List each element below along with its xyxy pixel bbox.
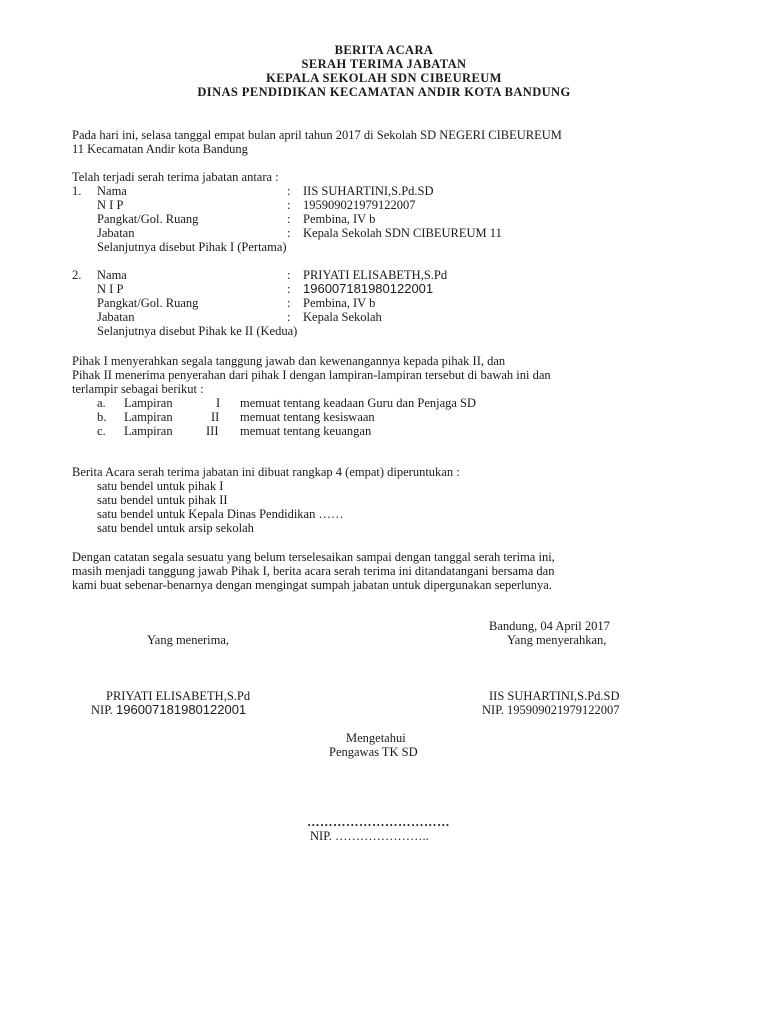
party2-number: 2. <box>72 268 82 282</box>
copies-intro: Berita Acara serah terima jabatan ini dibuat rangkap 4 (empat) diperuntukan : <box>72 465 460 479</box>
party2-name: PRIYATI ELISABETH,S.Pd <box>303 268 448 282</box>
doc-title-line2: SERAH TERIMA JABATAN <box>301 57 467 71</box>
party1-name: IIS SUHARTINI,S.Pd.SD <box>303 184 434 198</box>
giver-nip: NIP. 195909021979122007 <box>482 703 620 717</box>
supervisor-nip: NIP. ………………….. <box>310 829 429 843</box>
party1-nip-label: N I P <box>97 198 124 212</box>
party2-rank-label: Pangkat/Gol. Ruang <box>97 296 199 310</box>
party1-position-label: Jabatan <box>97 226 135 240</box>
party1-position: Kepala Sekolah SDN CIBEUREUM 11 <box>303 226 502 240</box>
handover-line2: Pihak II menerima penyerahan dari pihak I dengan lampiran-lampiran tersebut di bawah ini dan <box>72 368 551 382</box>
attachment-letter: b. <box>97 410 107 424</box>
intro-line1: Pada hari ini, selasa tanggal empat bulan april tahun 2017 di Sekolah SD NEGERI CIBEUREUM <box>72 128 562 142</box>
party2-nip: 196007181980122001 <box>303 281 434 296</box>
party2-name-label: Nama <box>97 268 127 282</box>
closing-line1: Dengan catatan segala sesuatu yang belum terselesaikan sampai dengan tanggal serah terima ini, <box>72 550 555 564</box>
attachment-letter: a. <box>97 396 106 410</box>
receiver-name: PRIYATI ELISABETH,S.Pd <box>106 689 251 703</box>
copy-item: satu bendel untuk pihak II <box>97 493 228 507</box>
party2-position-label: Jabatan <box>97 310 135 324</box>
doc-title-line4: DINAS PENDIDIKAN KECAMATAN ANDIR KOTA BANDUNG <box>197 85 571 99</box>
closing-line2: masih menjadi tanggung jawab Pihak I, berita acara serah terima ini ditandatangani bersama dan <box>72 564 555 578</box>
attachment-desc: memuat tentang kesiswaan <box>240 410 375 424</box>
party2-desc: Selanjutnya disebut Pihak ke II (Kedua) <box>97 324 298 338</box>
party2-position: Kepala Sekolah <box>303 310 382 324</box>
party2-rank-colon: : <box>287 296 291 310</box>
copy-item: satu bendel untuk arsip sekolah <box>97 521 254 535</box>
party1-rank-label: Pangkat/Gol. Ruang <box>97 212 199 226</box>
doc-title-line3: KEPALA SEKOLAH SDN CIBEUREUM <box>266 71 502 85</box>
attachment-roman: II <box>211 410 220 424</box>
attachment-roman: I <box>216 396 221 410</box>
party1-position-colon: : <box>287 226 291 240</box>
receiver-nip-label: NIP. <box>91 703 113 717</box>
attachment-letter: c. <box>97 424 106 438</box>
party2-position-colon: : <box>287 310 291 324</box>
party2-name-colon: : <box>287 268 291 282</box>
receiver-nip: 196007181980122001 <box>116 702 247 717</box>
place-date: Bandung, 04 April 2017 <box>489 619 610 633</box>
attachment-desc: memuat tentang keuangan <box>240 424 372 438</box>
doc-title-line1: BERITA ACARA <box>334 43 434 57</box>
handover-line1: Pihak I menyerahkan segala tanggung jawab dan kewenangannya kepada pihak II, dan <box>72 354 506 368</box>
acknowledge-label: Mengetahui <box>346 731 406 745</box>
handover-line3: terlampir sebagai berikut : <box>72 382 204 396</box>
party1-number: 1. <box>72 184 82 198</box>
party2-rank: Pembina, IV b <box>303 296 376 310</box>
attachment-roman: III <box>206 424 219 438</box>
copy-item: satu bendel untuk pihak I <box>97 479 224 493</box>
supervisor-title: Pengawas TK SD <box>329 745 418 759</box>
copy-item: satu bendel untuk Kepala Dinas Pendidikan …… <box>97 507 344 521</box>
giver-name: IIS SUHARTINI,S.Pd.SD <box>489 689 620 703</box>
attachment-label: Lampiran <box>124 410 173 424</box>
party1-nip-colon: : <box>287 198 291 212</box>
party1-desc: Selanjutnya disebut Pihak I (Pertama) <box>97 240 287 254</box>
closing-line3: kami buat sebenar-benarnya dengan mengingat sumpah jabatan untuk dipergunakan seperlunya. <box>72 578 552 592</box>
party2-nip-label: N I P <box>97 282 124 296</box>
intro-line2: 11 Kecamatan Andir kota Bandung <box>72 142 248 156</box>
attachment-desc: memuat tentang keadaan Guru dan Penjaga SD <box>240 396 477 410</box>
party2-nip-colon: : <box>287 282 291 296</box>
receiver-title: Yang menerima, <box>147 633 230 647</box>
supervisor-signature-line: …………………………… <box>307 815 450 829</box>
party1-nip: 195909021979122007 <box>303 198 416 212</box>
party1-rank-colon: : <box>287 212 291 226</box>
between-text: Telah terjadi serah terima jabatan antara : <box>72 170 279 184</box>
party1-name-colon: : <box>287 184 291 198</box>
attachment-label: Lampiran <box>124 396 173 410</box>
giver-title: Yang menyerahkan, <box>507 633 607 647</box>
receiver-nip-line <box>91 703 246 717</box>
party1-name-label: Nama <box>97 184 127 198</box>
party1-rank: Pembina, IV b <box>303 212 376 226</box>
attachment-label: Lampiran <box>124 424 173 438</box>
